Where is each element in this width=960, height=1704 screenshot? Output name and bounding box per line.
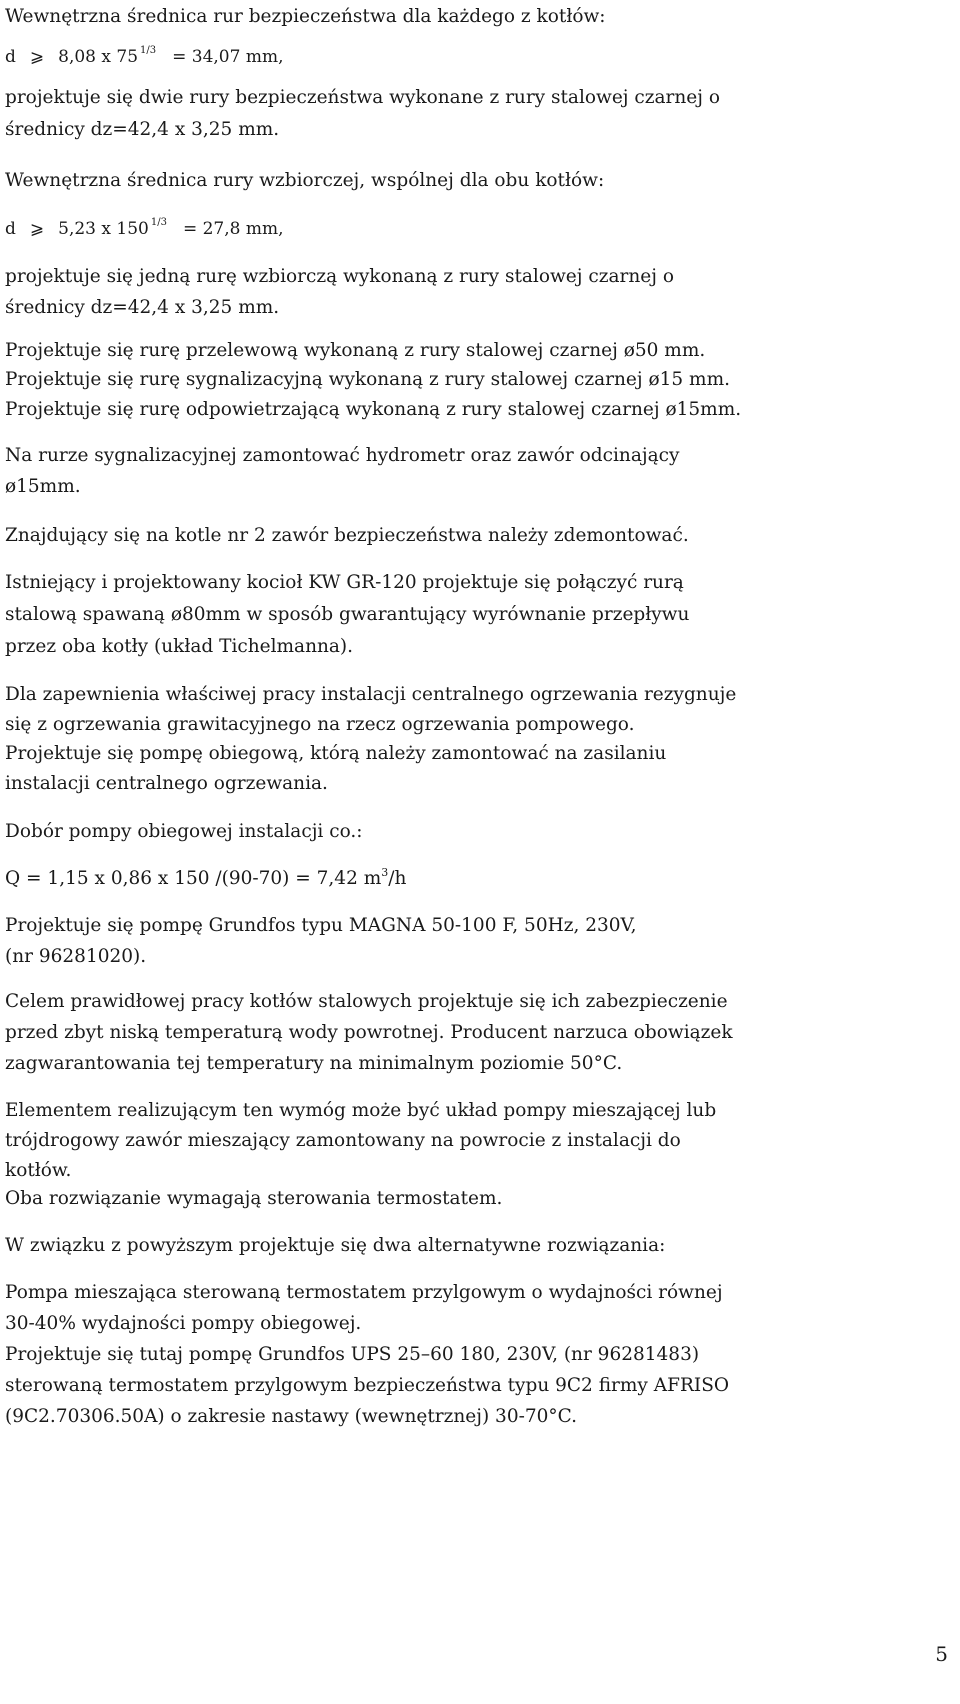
flow-formula: Q = 1,15 x 0,86 x 150 /(90-70) = 7,42 m [5,868,382,889]
text-line: Oba rozwiązanie wymagają sterowania termostatem. [5,1188,503,1209]
formula-lhs: d [5,219,16,239]
text-line: przez oba kotły (układ Tichelmanna). [5,636,354,657]
text-line: średnicy dz=42,4 x 3,25 mm. [5,297,280,318]
text-line: Istniejący i projektowany kocioł KW GR-120 projektuje się połączyć rurą [5,572,684,593]
formula-result: = 34,07 mm, [172,47,284,67]
formula-line [5,44,284,73]
text-line: Celem prawidłowej pracy kotłów stalowych projektuje się ich zabezpieczenie [5,991,728,1012]
text-line: się z ogrzewania grawitacyjnego na rzecz ogrzewania pompowego. [5,714,635,735]
diameter-subscript: z [102,119,113,140]
text-line: Projektuje się pompę Grundfos typu MAGNA 50-100 F, 50Hz, 230V, [5,915,637,936]
text-line: kotłów. [5,1160,72,1181]
formula-relation: ⩾ [29,219,45,239]
text-line: 30-40% wydajności pompy obiegowej. [5,1313,362,1334]
formula-exponent: 1/3 [140,45,157,56]
text-line: Dla zapewnienia właściwej pracy instalacji centralnego ogrzewania rezygnuje [5,684,737,705]
text-line: (nr 96281020). [5,946,147,967]
text-line: trójdrogowy zawór mieszający zamontowany na powrocie z instalacji do [5,1130,681,1151]
formula-lhs: d [5,47,16,67]
formula-base: 5,23 x 150 [58,219,149,239]
formula-exponent: 1/3 [150,217,167,228]
text-line: Wewnętrzna średnica rur bezpieczeństwa dla każdego z kotłów: [5,6,606,27]
formula-base: 8,08 x 75 [58,47,139,67]
text-line: Elementem realizującym ten wymóg może być układ pompy mieszającej lub [5,1100,717,1121]
formula-relation: ⩾ [29,47,45,67]
text-line: przed zbyt niską temperaturą wody powrotnej. Producent narzuca obowiązek [5,1022,733,1043]
text-line: ø15mm. [5,476,81,497]
text-line: stalową spawaną ø80mm w sposób gwarantujący wyrównanie przepływu [5,604,690,625]
text-line: Projektuje się rurę odpowietrzającą wykonaną z rury stalowej czarnej ø15mm. [5,399,742,420]
text-line: W związku z powyższym projektuje się dwa alternatywne rozwiązania: [5,1235,666,1256]
page-number: 5 [935,1642,948,1666]
text-line: instalacji centralnego ogrzewania. [5,773,328,794]
diameter-prefix: średnicy d [5,119,103,140]
formula-result: = 27,8 mm, [182,219,284,239]
text-line: projektuje się jedną rurę wzbiorczą wykonaną z rury stalowej czarnej o [5,266,674,287]
formula-unit: /h [388,868,407,889]
text-line: projektuje się dwie rury bezpieczeństwa wykonane z rury stalowej czarnej o [5,87,721,108]
diameter-value: =42,4 x 3,25 mm. [112,119,280,140]
text-line: Projektuje się pompę obiegową, którą należy zamontować na zasilaniu [5,743,667,764]
text-line: (9C2.70306.50A) o zakresie nastawy (wewnętrznej) 30-70°C. [5,1406,578,1427]
text-line: Na rurze sygnalizacyjnej zamontować hydrometr oraz zawór odcinający [5,445,680,466]
text-line: Pompa mieszająca sterowaną termostatem przylgowym o wydajności równej [5,1282,723,1303]
formula-line [5,866,406,894]
text-line: sterowaną termostatem przylgowym bezpieczeństwa typu 9C2 firmy AFRISO [5,1375,730,1396]
text-line: zagwarantowania tej temperatury na minimalnym poziomie 50°C. [5,1053,623,1074]
text-line: Projektuje się rurę sygnalizacyjną wykonaną z rury stalowej czarnej ø15 mm. [5,369,730,390]
text-line: Dobór pompy obiegowej instalacji co.: [5,821,363,842]
formula-line [5,216,284,245]
text-line: Projektuje się tutaj pompę Grundfos UPS 25–60 180, 230V, (nr 96281483) [5,1344,700,1365]
text-line: Znajdujący się na kotle nr 2 zawór bezpieczeństwa należy zdemontować. [5,525,689,546]
formula-exponent: 3 [381,866,389,879]
text-line: Wewnętrzna średnica rury wzbiorczej, wspólnej dla obu kotłów: [5,170,605,191]
text-line [5,117,279,143]
text-line: Projektuje się rurę przelewową wykonaną z rury stalowej czarnej ø50 mm. [5,340,706,361]
